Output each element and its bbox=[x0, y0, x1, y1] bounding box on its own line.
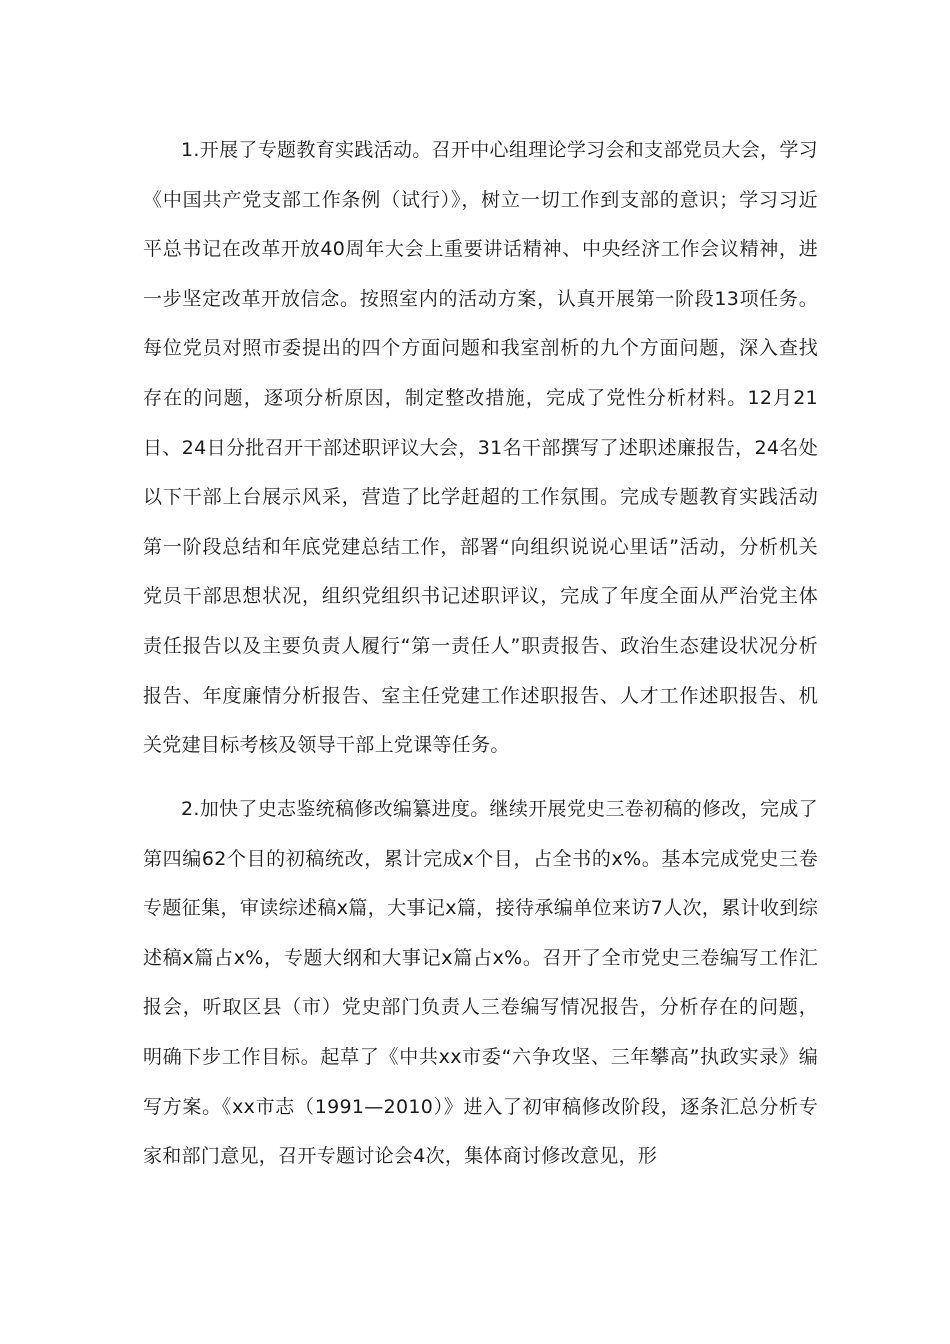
paragraph-1: 1.开展了专题教育实践活动。召开中心组理论学习会和支部党员大会，学习《中国共产党支部工作条例（试行）》，树立一切工作到支部的意识；学习习近平总书记在改革开放40周年大会上重要讲话精神、中央经济工作会议精神，进一步坚定改革开放信念。按照室内的活动方案，认真开展第一阶段13项任务。每位党员对照市委提出的四个方面问题和我室剖析的九个方面问题，深入查找存在的问题，逐项分析原因，制定整改措施，完成了党性分析材料。12月21日、24日分批召开干部述职评议大会，31名干部撰写了述职述廉报告，24名处以下干部上台展示风采，营造了比学赶超的工作氛围。完成专题教育实践活动第一阶段总结和年底党建总结工作，部署“向组织说说心里话”活动，分析机关党员干部思想状况，组织党组织书记述职评议，完成了年度全面从严治党主体责任报告以及主要负责人履行“第一责任人”职责报告、政治生态建设状况分析报告、年度廉情分析报告、室主任党建工作述职报告、人才工作述职报告、机关党建目标考核及领导干部上党课等任务。 bbox=[143, 139, 818, 757]
paragraph-2: 2.加快了史志鉴统稿修改编纂进度。继续开展党史三卷初稿的修改，完成了第四编62个目的初稿统改，累计完成x个目，占全书的x%。基本完成党史三卷专题征集，审读综述稿x篇，大事记x篇，接待承编单位来访7人次，累计收到综述稿x篇占x%，专题大纲和大事记x篇占x%。召开了全市党史三卷编写工作汇报会，听取区县（市）党史部门负责人三卷编写情况报告，分析存在的问题，明确下步工作目标。起草了《中共xx市委“六争攻坚、三年攀高”执政实录》编写方案。《xx市志（1991—2010）》进入了初审稿修改阶段，逐条汇总分析专家和部门意见，召开专题讨论会4次，集体商讨修改意见，形 bbox=[143, 798, 818, 1168]
